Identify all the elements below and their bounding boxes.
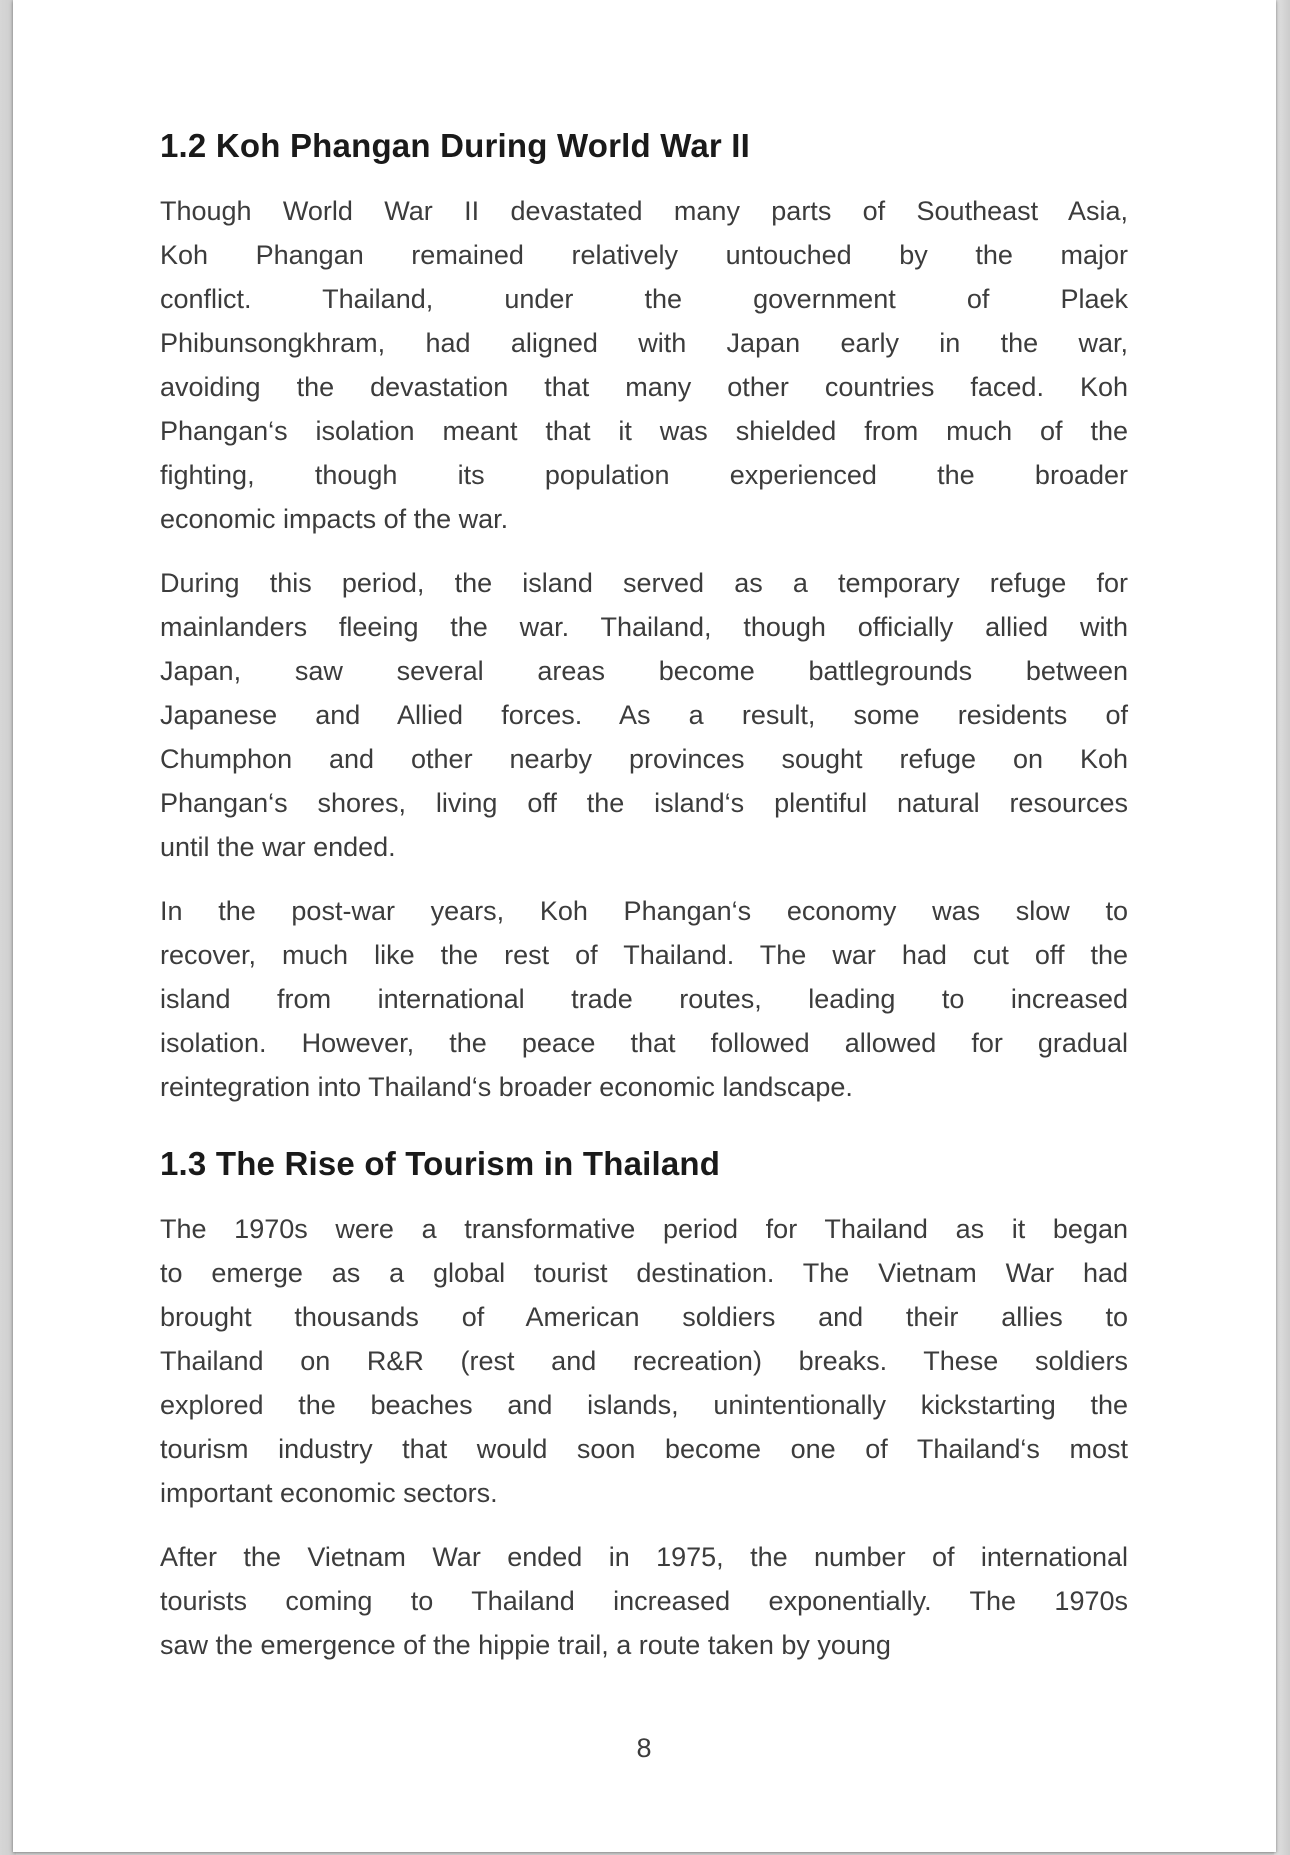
section-heading-1-2: 1.2 Koh Phangan During World War II [160,127,751,164]
text-line: Phangan‘s isolation meant that it was shielded from much of the [160,416,1128,446]
text-line: conflict. Thailand, under the government of Plaek [160,284,1128,314]
text-line: Though World War II devastated many parts of Southeast Asia, [160,196,1128,226]
text-line: Phangan‘s shores, living off the island‘s plentiful natural resources [160,788,1128,818]
paragraph [160,189,1128,541]
paragraph [160,1207,1128,1515]
text-line: tourism industry that would soon become one of Thailand‘s most [160,1434,1128,1464]
text-line: economic impacts of the war. [160,504,509,534]
text-line: After the Vietnam War ended in 1975, the number of international [160,1542,1128,1572]
text-line: During this period, the island served as a temporary refuge for [160,568,1128,598]
text-line: avoiding the devastation that many other countries faced. Koh [160,372,1128,402]
text-line: to emerge as a global tourist destination. The Vietnam War had [160,1258,1128,1288]
paragraph [160,561,1128,869]
text-line: tourists coming to Thailand increased exponentially. The 1970s [160,1586,1128,1616]
paragraph [160,889,1128,1109]
text-line: Phibunsongkhram, had aligned with Japan early in the war, [160,328,1128,358]
text-line: Thailand on R&R (rest and recreation) breaks. These soldiers [160,1346,1128,1376]
text-line: isolation. However, the peace that followed allowed for gradual [160,1028,1128,1058]
text-line: reintegration into Thailand‘s broader economic landscape. [160,1072,853,1102]
text-line: The 1970s were a transformative period for Thailand as it began [160,1214,1128,1244]
page-number: 8 [636,1733,652,1763]
text-line: brought thousands of American soldiers and their allies to [160,1302,1128,1332]
text-line: island from international trade routes, leading to increased [160,984,1128,1014]
text-line: Koh Phangan remained relatively untouched by the major [160,240,1128,270]
text-line: recover, much like the rest of Thailand. The war had cut off the [160,940,1128,970]
text-line: Japan, saw several areas become battlegrounds between [160,656,1128,686]
text-line: fighting, though its population experienced the broader [160,460,1128,490]
text-line: important economic sectors. [160,1478,498,1508]
document-content [13,0,1276,1770]
text-line: explored the beaches and islands, unintentionally kickstarting the [160,1390,1128,1420]
text-line: Chumphon and other nearby provinces sought refuge on Koh [160,744,1128,774]
text-line: Japanese and Allied forces. As a result, some residents of [160,700,1128,730]
text-line: mainlanders fleeing the war. Thailand, though officially allied with [160,612,1128,642]
text-line: until the war ended. [160,832,396,862]
text-line: In the post-war years, Koh Phangan‘s economy was slow to [160,896,1128,926]
section-heading-1-3: 1.3 The Rise of Tourism in Thailand [160,1145,721,1182]
document-page [13,0,1276,1852]
paragraph [160,1535,1128,1667]
text-line: saw the emergence of the hippie trail, a route taken by young [160,1630,891,1660]
